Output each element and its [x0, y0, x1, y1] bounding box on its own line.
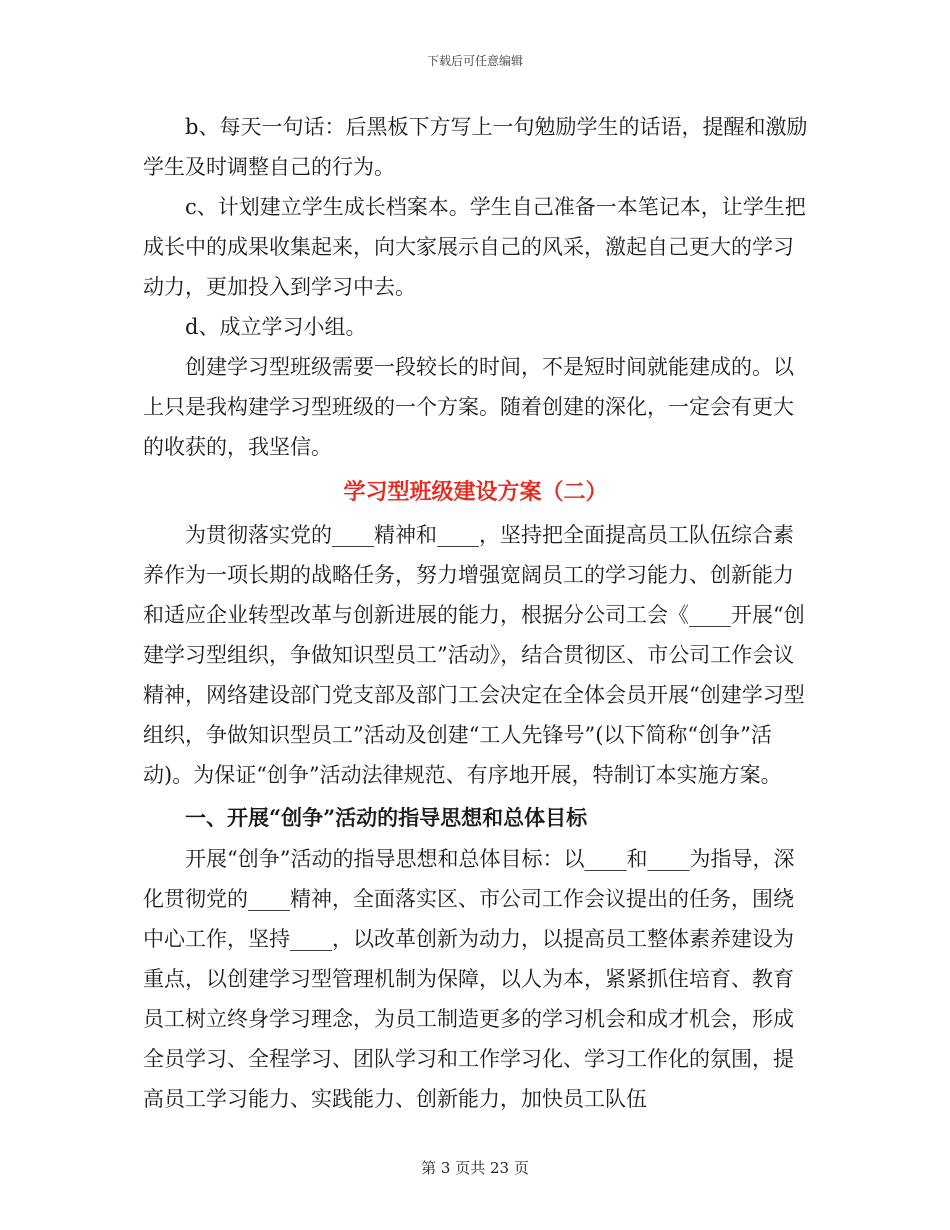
page-number: 第 3 页共 23 页	[421, 1159, 529, 1177]
header-note: 下载后可任意编辑	[426, 54, 523, 68]
section-title: 学习型班级建设方案（二）	[343, 479, 608, 505]
heading-guiding-ideology: 一、开展“创争”活动的指导思想和总体目标	[185, 805, 588, 830]
paragraph-b: b、每天一句话：后黑板下方写上一句勉励学生的话语，提醒和激励学生及时调整自己的行为。	[143, 115, 808, 179]
paragraph-conclusion: 创建学习型班级需要一段较长的时间，不是短时间就能建成的。以上只是我构建学习型班级的一个方案。随着创建的深化，一定会有更大的收获的，我坚信。	[143, 355, 794, 459]
document-body	[143, 107, 808, 1119]
paragraph-guiding-ideology: 开展“创争”活动的指导思想和总体目标：以____和____为指导，深化贯彻党的____精神，全面落实区、市公司工作会议提出的任务，围绕中心工作，坚持____，以改革创新为动力，以提高员工整体素养建设为重点，以创建学习型管理机制为保障，以人为本，紧紧抓住培育、教育员工树立终身学习理念，为员工制造更多的学习机会和成才机会，形成全员学习、全程学习、团队学习和工作学习化、学习工作化的氛围，提高员工学习能力、实践能力、创新能力，加快员工队伍	[143, 847, 795, 1111]
paragraph-intro: 为贯彻落实党的____精神和____，坚持把全面提高员工队伍综合素养作为一项长期的战略任务，努力增强宽阔员工的学习能力、创新能力和适应企业转型改革与创新进展的能力，根据分公司工会《____开展“创建学习型组织，争做知识型员工”活动》，结合贯彻区、市公司工作会议精神，网络建设部门党支部及部门工会决定在全体会员开展“创建学习型组织，争做知识型员工”活动及创建“工人先锋号”(以下简称“创争”活动)。为保证“创争”活动法律规范、有序地开展，特制订本实施方案。	[143, 523, 805, 787]
paragraph-c: c、计划建立学生成长档案本。学生自己准备一本笔记本，让学生把成长中的成果收集起来，向大家展示自己的风采，激起自己更大的学习动力，更加投入到学习中去。	[143, 195, 806, 299]
paragraph-d: d、成立学习小组。	[185, 315, 367, 339]
